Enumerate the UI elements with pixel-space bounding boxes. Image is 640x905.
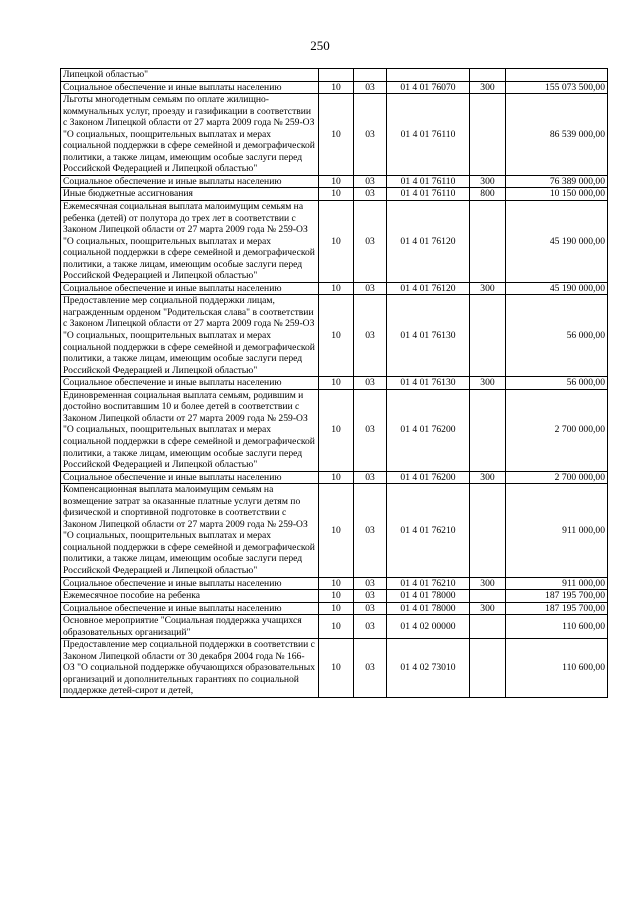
expense-name-cell: Социальное обеспечение и иные выплаты населению xyxy=(61,175,319,188)
table-row xyxy=(61,295,608,377)
expense-name-cell: Ежемесячная социальная выплата малоимущим семьям на ребенка (детей) от полутора до трех лет в соответствии с Законом Липецкой области от 27 марта 2009 года № 259-ОЗ "О социальных, поощрительных выплатах и мерах социальной поддержки в сфере семейной и демографической политики, а также лицам, имеющим особые заслуги перед Российской Федерацией и Липецкой областью" xyxy=(61,201,319,283)
expense-type-cell: 300 xyxy=(470,602,506,615)
target-article-cell: 01 4 01 76210 xyxy=(387,484,470,577)
section-code-cell: 10 xyxy=(319,188,354,201)
amount-cell: 2 700 000,00 xyxy=(506,389,608,471)
section-code-cell: 10 xyxy=(319,471,354,484)
amount-cell: 76 389 000,00 xyxy=(506,175,608,188)
expense-type-cell xyxy=(470,590,506,603)
table-row xyxy=(61,81,608,94)
subsection-code-cell: 03 xyxy=(354,602,387,615)
target-article-cell: 01 4 01 76200 xyxy=(387,471,470,484)
expense-type-cell xyxy=(470,69,506,82)
expense-name-cell: Иные бюджетные ассигнования xyxy=(61,188,319,201)
amount-cell: 56 000,00 xyxy=(506,377,608,390)
target-article-cell: 01 4 01 76120 xyxy=(387,201,470,283)
expense-name-cell: Липецкой областью" xyxy=(61,69,319,82)
amount-cell: 56 000,00 xyxy=(506,295,608,377)
subsection-code-cell: 03 xyxy=(354,94,387,176)
table-row xyxy=(61,94,608,176)
amount-cell: 155 073 500,00 xyxy=(506,81,608,94)
target-article-cell: 01 4 01 76070 xyxy=(387,81,470,94)
budget-table-body xyxy=(61,69,608,698)
amount-cell: 86 539 000,00 xyxy=(506,94,608,176)
table-row xyxy=(61,484,608,577)
target-article-cell: 01 4 01 78000 xyxy=(387,602,470,615)
budget-table xyxy=(60,68,608,698)
section-code-cell: 10 xyxy=(319,377,354,390)
section-code-cell: 10 xyxy=(319,295,354,377)
expense-name-cell: Социальное обеспечение и иные выплаты населению xyxy=(61,577,319,590)
subsection-code-cell xyxy=(354,69,387,82)
amount-cell: 187 195 700,00 xyxy=(506,602,608,615)
target-article-cell: 01 4 01 76110 xyxy=(387,188,470,201)
expense-type-cell xyxy=(470,389,506,471)
expense-type-cell xyxy=(470,94,506,176)
amount-cell: 2 700 000,00 xyxy=(506,471,608,484)
expense-type-cell xyxy=(470,201,506,283)
target-article-cell: 01 4 01 76130 xyxy=(387,295,470,377)
section-code-cell: 10 xyxy=(319,81,354,94)
section-code-cell: 10 xyxy=(319,201,354,283)
table-row xyxy=(61,188,608,201)
table-row xyxy=(61,389,608,471)
target-article-cell: 01 4 01 76200 xyxy=(387,389,470,471)
amount-cell xyxy=(506,69,608,82)
expense-type-cell: 300 xyxy=(470,577,506,590)
section-code-cell: 10 xyxy=(319,615,354,639)
subsection-code-cell: 03 xyxy=(354,484,387,577)
target-article-cell xyxy=(387,69,470,82)
expense-type-cell: 300 xyxy=(470,282,506,295)
section-code-cell: 10 xyxy=(319,590,354,603)
subsection-code-cell: 03 xyxy=(354,295,387,377)
subsection-code-cell: 03 xyxy=(354,175,387,188)
table-row xyxy=(61,639,608,698)
section-code-cell: 10 xyxy=(319,282,354,295)
amount-cell: 45 190 000,00 xyxy=(506,201,608,283)
subsection-code-cell: 03 xyxy=(354,577,387,590)
expense-type-cell: 800 xyxy=(470,188,506,201)
table-row xyxy=(61,201,608,283)
expense-name-cell: Социальное обеспечение и иные выплаты населению xyxy=(61,377,319,390)
amount-cell: 110 600,00 xyxy=(506,615,608,639)
section-code-cell: 10 xyxy=(319,602,354,615)
subsection-code-cell: 03 xyxy=(354,590,387,603)
target-article-cell: 01 4 02 00000 xyxy=(387,615,470,639)
expense-type-cell xyxy=(470,295,506,377)
subsection-code-cell: 03 xyxy=(354,81,387,94)
target-article-cell: 01 4 01 76130 xyxy=(387,377,470,390)
amount-cell: 45 190 000,00 xyxy=(506,282,608,295)
expense-name-cell: Льготы многодетным семьям по оплате жилищно-коммунальных услуг, проезду и газификации в соответствии с Законом Липецкой области от 27 марта 2009 года № 259-ОЗ "О социальных, поощрительных выплатах и мерах социальной поддержки в сфере семейной и демографической политики, а также лицам, имеющим особые заслуги перед Российской Федерацией и Липецкой областью" xyxy=(61,94,319,176)
expense-name-cell: Единовременная социальная выплата семьям, родившим и достойно воспитавшим 10 и более детей в соответствии с Законом Липецкой области от 27 марта 2009 года № 259-ОЗ "О социальных, поощрительных выплатах и мерах социальной поддержки в сфере семейной и демографической политики, а также лицам, имеющим особые заслуги перед Российской Федерацией и Липецкой областью" xyxy=(61,389,319,471)
amount-cell: 911 000,00 xyxy=(506,484,608,577)
page-number: 250 xyxy=(310,38,330,53)
table-row xyxy=(61,590,608,603)
table-row xyxy=(61,69,608,82)
expense-name-cell: Социальное обеспечение и иные выплаты населению xyxy=(61,81,319,94)
target-article-cell: 01 4 01 76110 xyxy=(387,175,470,188)
target-article-cell: 01 4 01 78000 xyxy=(387,590,470,603)
table-row xyxy=(61,175,608,188)
amount-cell: 110 600,00 xyxy=(506,639,608,698)
expense-type-cell: 300 xyxy=(470,377,506,390)
section-code-cell: 10 xyxy=(319,175,354,188)
subsection-code-cell: 03 xyxy=(354,201,387,283)
table-row xyxy=(61,282,608,295)
expense-name-cell: Ежемесячное пособие на ребенка xyxy=(61,590,319,603)
subsection-code-cell: 03 xyxy=(354,615,387,639)
table-row xyxy=(61,577,608,590)
target-article-cell: 01 4 02 73010 xyxy=(387,639,470,698)
subsection-code-cell: 03 xyxy=(354,188,387,201)
expense-type-cell: 300 xyxy=(470,81,506,94)
subsection-code-cell: 03 xyxy=(354,282,387,295)
expense-name-cell: Предоставление мер социальной поддержки в соответствии с Законом Липецкой области от 30 декабря 2004 года № 166-ОЗ "О социальной поддержке обучающихся образовательных организаций и дополнительных гарантиях по социальной поддержке детей-сирот и детей, xyxy=(61,639,319,698)
table-row xyxy=(61,615,608,639)
subsection-code-cell: 03 xyxy=(354,389,387,471)
amount-cell: 10 150 000,00 xyxy=(506,188,608,201)
expense-name-cell: Социальное обеспечение и иные выплаты населению xyxy=(61,602,319,615)
section-code-cell: 10 xyxy=(319,389,354,471)
section-code-cell: 10 xyxy=(319,639,354,698)
section-code-cell xyxy=(319,69,354,82)
target-article-cell: 01 4 01 76210 xyxy=(387,577,470,590)
expense-type-cell: 300 xyxy=(470,175,506,188)
amount-cell: 187 195 700,00 xyxy=(506,590,608,603)
amount-cell: 911 000,00 xyxy=(506,577,608,590)
subsection-code-cell: 03 xyxy=(354,639,387,698)
expense-type-cell xyxy=(470,639,506,698)
section-code-cell: 10 xyxy=(319,484,354,577)
expense-name-cell: Социальное обеспечение и иные выплаты населению xyxy=(61,282,319,295)
target-article-cell: 01 4 01 76110 xyxy=(387,94,470,176)
expense-name-cell: Основное мероприятие "Социальная поддержка учащихся образовательных организаций" xyxy=(61,615,319,639)
expense-type-cell: 300 xyxy=(470,471,506,484)
section-code-cell: 10 xyxy=(319,94,354,176)
expense-name-cell: Предоставление мер социальной поддержки лицам, награжденным орденом "Родительская слава" в соответствии с Законом Липецкой области от 27 марта 2009 года № 259-ОЗ "О социальных, поощрительных выплатах и мерах социальной поддержки в сфере семейной и демографической политики, а также лицам, имеющим особые заслуги перед Российской Федерацией и Липецкой областью" xyxy=(61,295,319,377)
expense-type-cell xyxy=(470,615,506,639)
target-article-cell: 01 4 01 76120 xyxy=(387,282,470,295)
subsection-code-cell: 03 xyxy=(354,471,387,484)
expense-name-cell: Социальное обеспечение и иные выплаты населению xyxy=(61,471,319,484)
expense-name-cell: Компенсационная выплата малоимущим семьям на возмещение затрат за оказанные платные услуги детям по физической и спортивной подготовке в соответствии с Законом Липецкой области от 27 марта 2009 года № 259-ОЗ "О социальных, поощрительных выплатах и мерах социальной поддержки в сфере семейной и демографической политики, а также лицам, имеющим особые заслуги перед Российской Федерацией и Липецкой областью" xyxy=(61,484,319,577)
subsection-code-cell: 03 xyxy=(354,377,387,390)
table-row xyxy=(61,471,608,484)
table-row xyxy=(61,377,608,390)
table-row xyxy=(61,602,608,615)
section-code-cell: 10 xyxy=(319,577,354,590)
expense-type-cell xyxy=(470,484,506,577)
